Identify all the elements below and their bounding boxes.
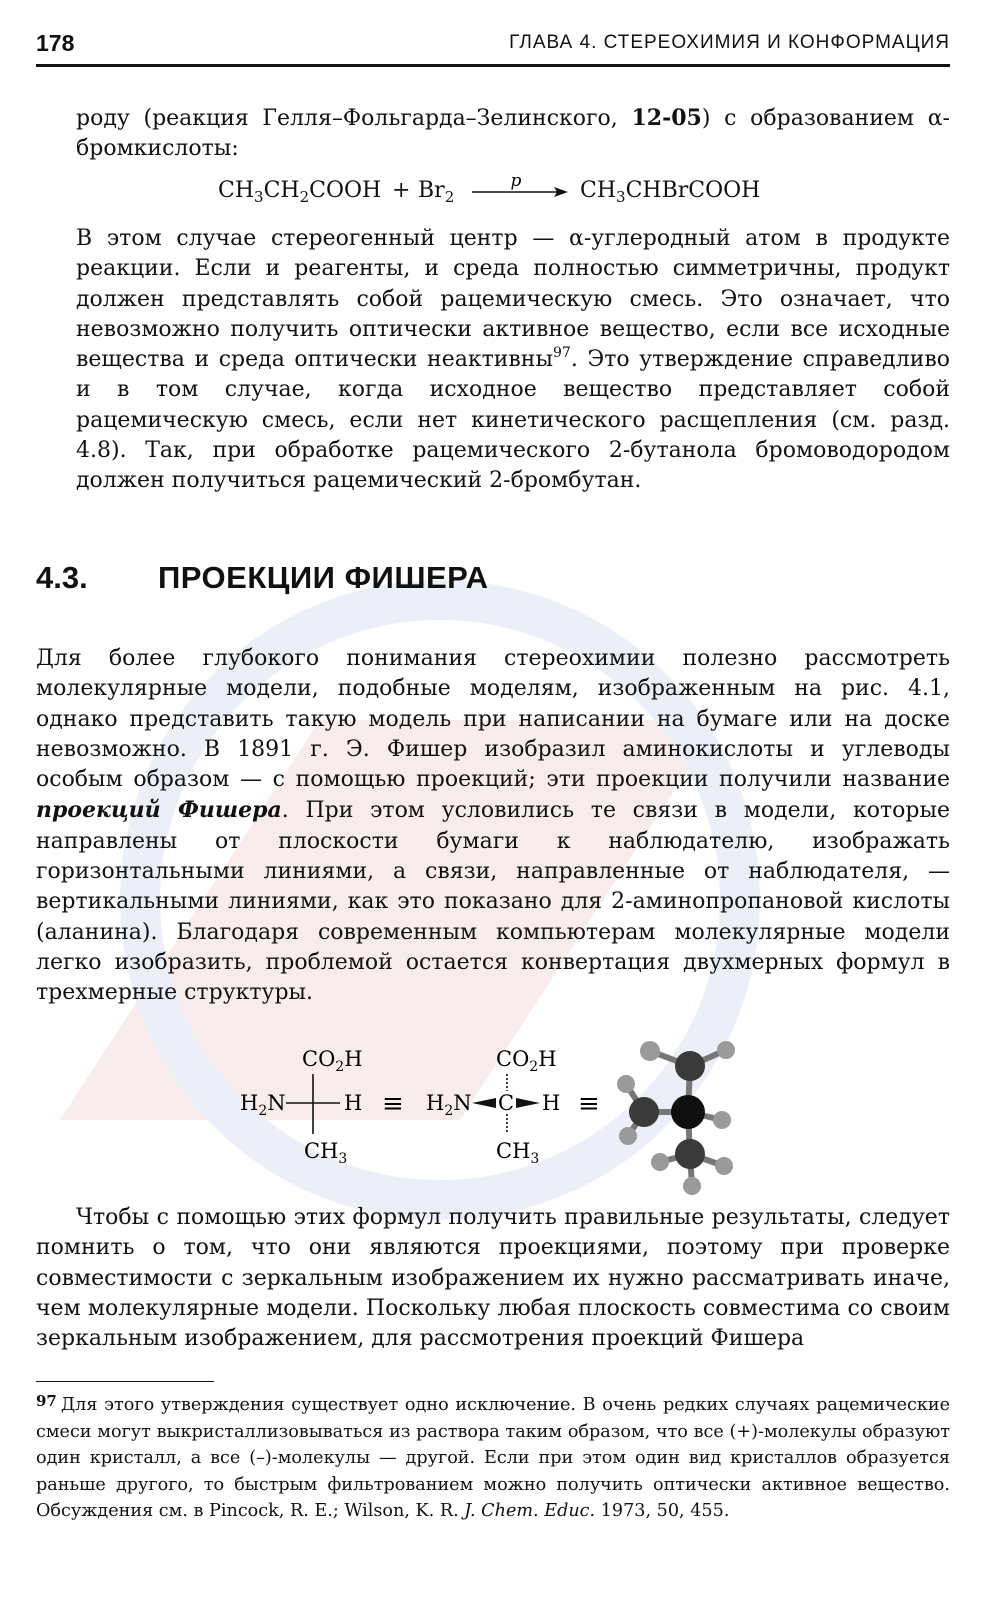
atom-ball [675,1051,705,1081]
paragraph-3: Чтобы с помощью этих формул получить правильные результаты, следует помнить о том, что они являются проекциями, поэтому при проверке совместимости с зеркальным изображением их нужно рассматривать иначе, чем молекулярные модели. Поскольку любая плоскость совместима со своим зеркальным изображением, для рассмотрения проекций Фишера [36,1205,950,1352]
reaction-equation [218,174,818,214]
footnote-mark: 97 [36,1392,57,1410]
equivalence-sign-1: ≡ [382,1089,404,1119]
plus-sign: + [392,178,411,203]
reaction-arrow [470,174,570,204]
svg-text:H: H [344,1091,363,1115]
atom-ball [651,1153,669,1171]
footnote-ref[interactable]: 97 [552,345,571,362]
svg-text:CO2H: $CO_2H$ [302,1047,363,1075]
intro-paragraph: роду (реакция Гелля–Фольгарда–Зелинского, 12-05) с образованием α-бромкислоты: [76,105,950,162]
svg-text:H: H [542,1091,561,1115]
chapter-title: ГЛАВА 4. СТЕРЕОХИМИЯ И КОНФОРМАЦИЯ [509,32,950,53]
atom-ball [617,1075,635,1093]
section-number: 4.3. [36,560,88,595]
equivalence-sign-2: ≡ [578,1089,600,1119]
reactant-2: $Br_2$ [418,178,455,206]
atom-ball [671,1095,705,1129]
atom-ball [629,1097,659,1127]
atom-ball [683,1177,701,1195]
section-heading [36,560,736,610]
atom-ball [717,1041,735,1059]
journal-name: J. Chem. Educ. [464,1501,596,1521]
svg-text:H2N: $H_2N$ [240,1091,286,1119]
paragraph-2: Для более глубокого понимания стереохимии полезно рассмотреть молекулярные модели, подобные моделям, изображенным на рис. 4.1, однако представить такую модель при написании на бумаге или на доске невозможно. В 1891 г. Э. Фишер изобразил аминокислоты и углеводы особым образом — с помощью проекций; эти проекции получили название проекций Фишера. При этом условились те связи в модели, которые направлены от плоскости бумаги к наблюдателю, изображать горизонтальными линиями, а связи, направленные от наблюдателя, — вертикальными линиями, как это показано для 2-аминопропановой кислоты (аланина). Благодаря современным компьютерам молекулярные модели легко изобразить, проблемой остается конвертация двухмерных формул в трехмерные структуры. [36,646,950,1006]
footnote: 97 Для этого утверждения существует одно исключение. В очень редких случаях рацемические смеси могут выкристаллизовываться из раствора таким образом, что все (+)-молекулы образуют один кристалл, а все (–)-молекулы — другой. Если при этом один вид кристаллов образуется раньше другого, то быстрым фильтрованием можно получить оптически активное вещество. Обсуждения см. в Pincock, R. E.; Wilson, K. R. J. Chem. Educ. 1973, 50, 455. [36,1392,950,1521]
svg-text:CH3: $CH_3$ [496,1139,540,1167]
paragraph-1: В этом случае стереогенный центр — α-углеродный атом в продукте реакции. Если и реагенты, и среда полностью симметричны, продукт должен представлять собой рацемическую смесь. Это означает, что невозможно получить оптически активное вещество, если все исходные вещества и среда оптически неактивны$^{97}$. Это утверждение справедливо и в том случае, когда исходное вещество представляет собой рацемическую смесь, если нет кинетического расщепления (см. разд. 4.8). Так, при обработке рацемического 2-бутанола бромоводородом должен получиться рацемический 2-бромбутан. [76,226,950,494]
atom-ball [619,1127,637,1145]
term-fischer-projections: проекций Фишера [36,797,282,824]
svg-text:C: C [498,1091,515,1115]
svg-text:H2N: $H_2N$ [426,1091,472,1119]
fischer-projection [240,1047,363,1167]
atom-ball [715,1157,733,1175]
page-number: 178 [36,30,75,56]
atom-ball [675,1139,705,1169]
catalyst-label: p [510,174,522,191]
atom-ball [713,1111,731,1129]
svg-text:CH3: $CH_3$ [304,1139,348,1167]
reactant-1: $CH_3CH_2COOH$ [218,178,382,206]
wedge-projection [426,1047,560,1167]
reaction-reference: 12-05 [631,105,702,131]
alanine-figure [230,1036,790,1206]
svg-text:CO2H: $CO_2H$ [496,1047,557,1075]
footnote-divider [36,1381,214,1382]
page-header [36,28,950,67]
section-title: ПРОЕКЦИИ ФИШЕРА [158,560,489,595]
product: $CH_3CHBrCOOH$ [580,178,761,206]
ball-and-stick-model [617,1041,735,1195]
atom-ball [640,1041,660,1061]
